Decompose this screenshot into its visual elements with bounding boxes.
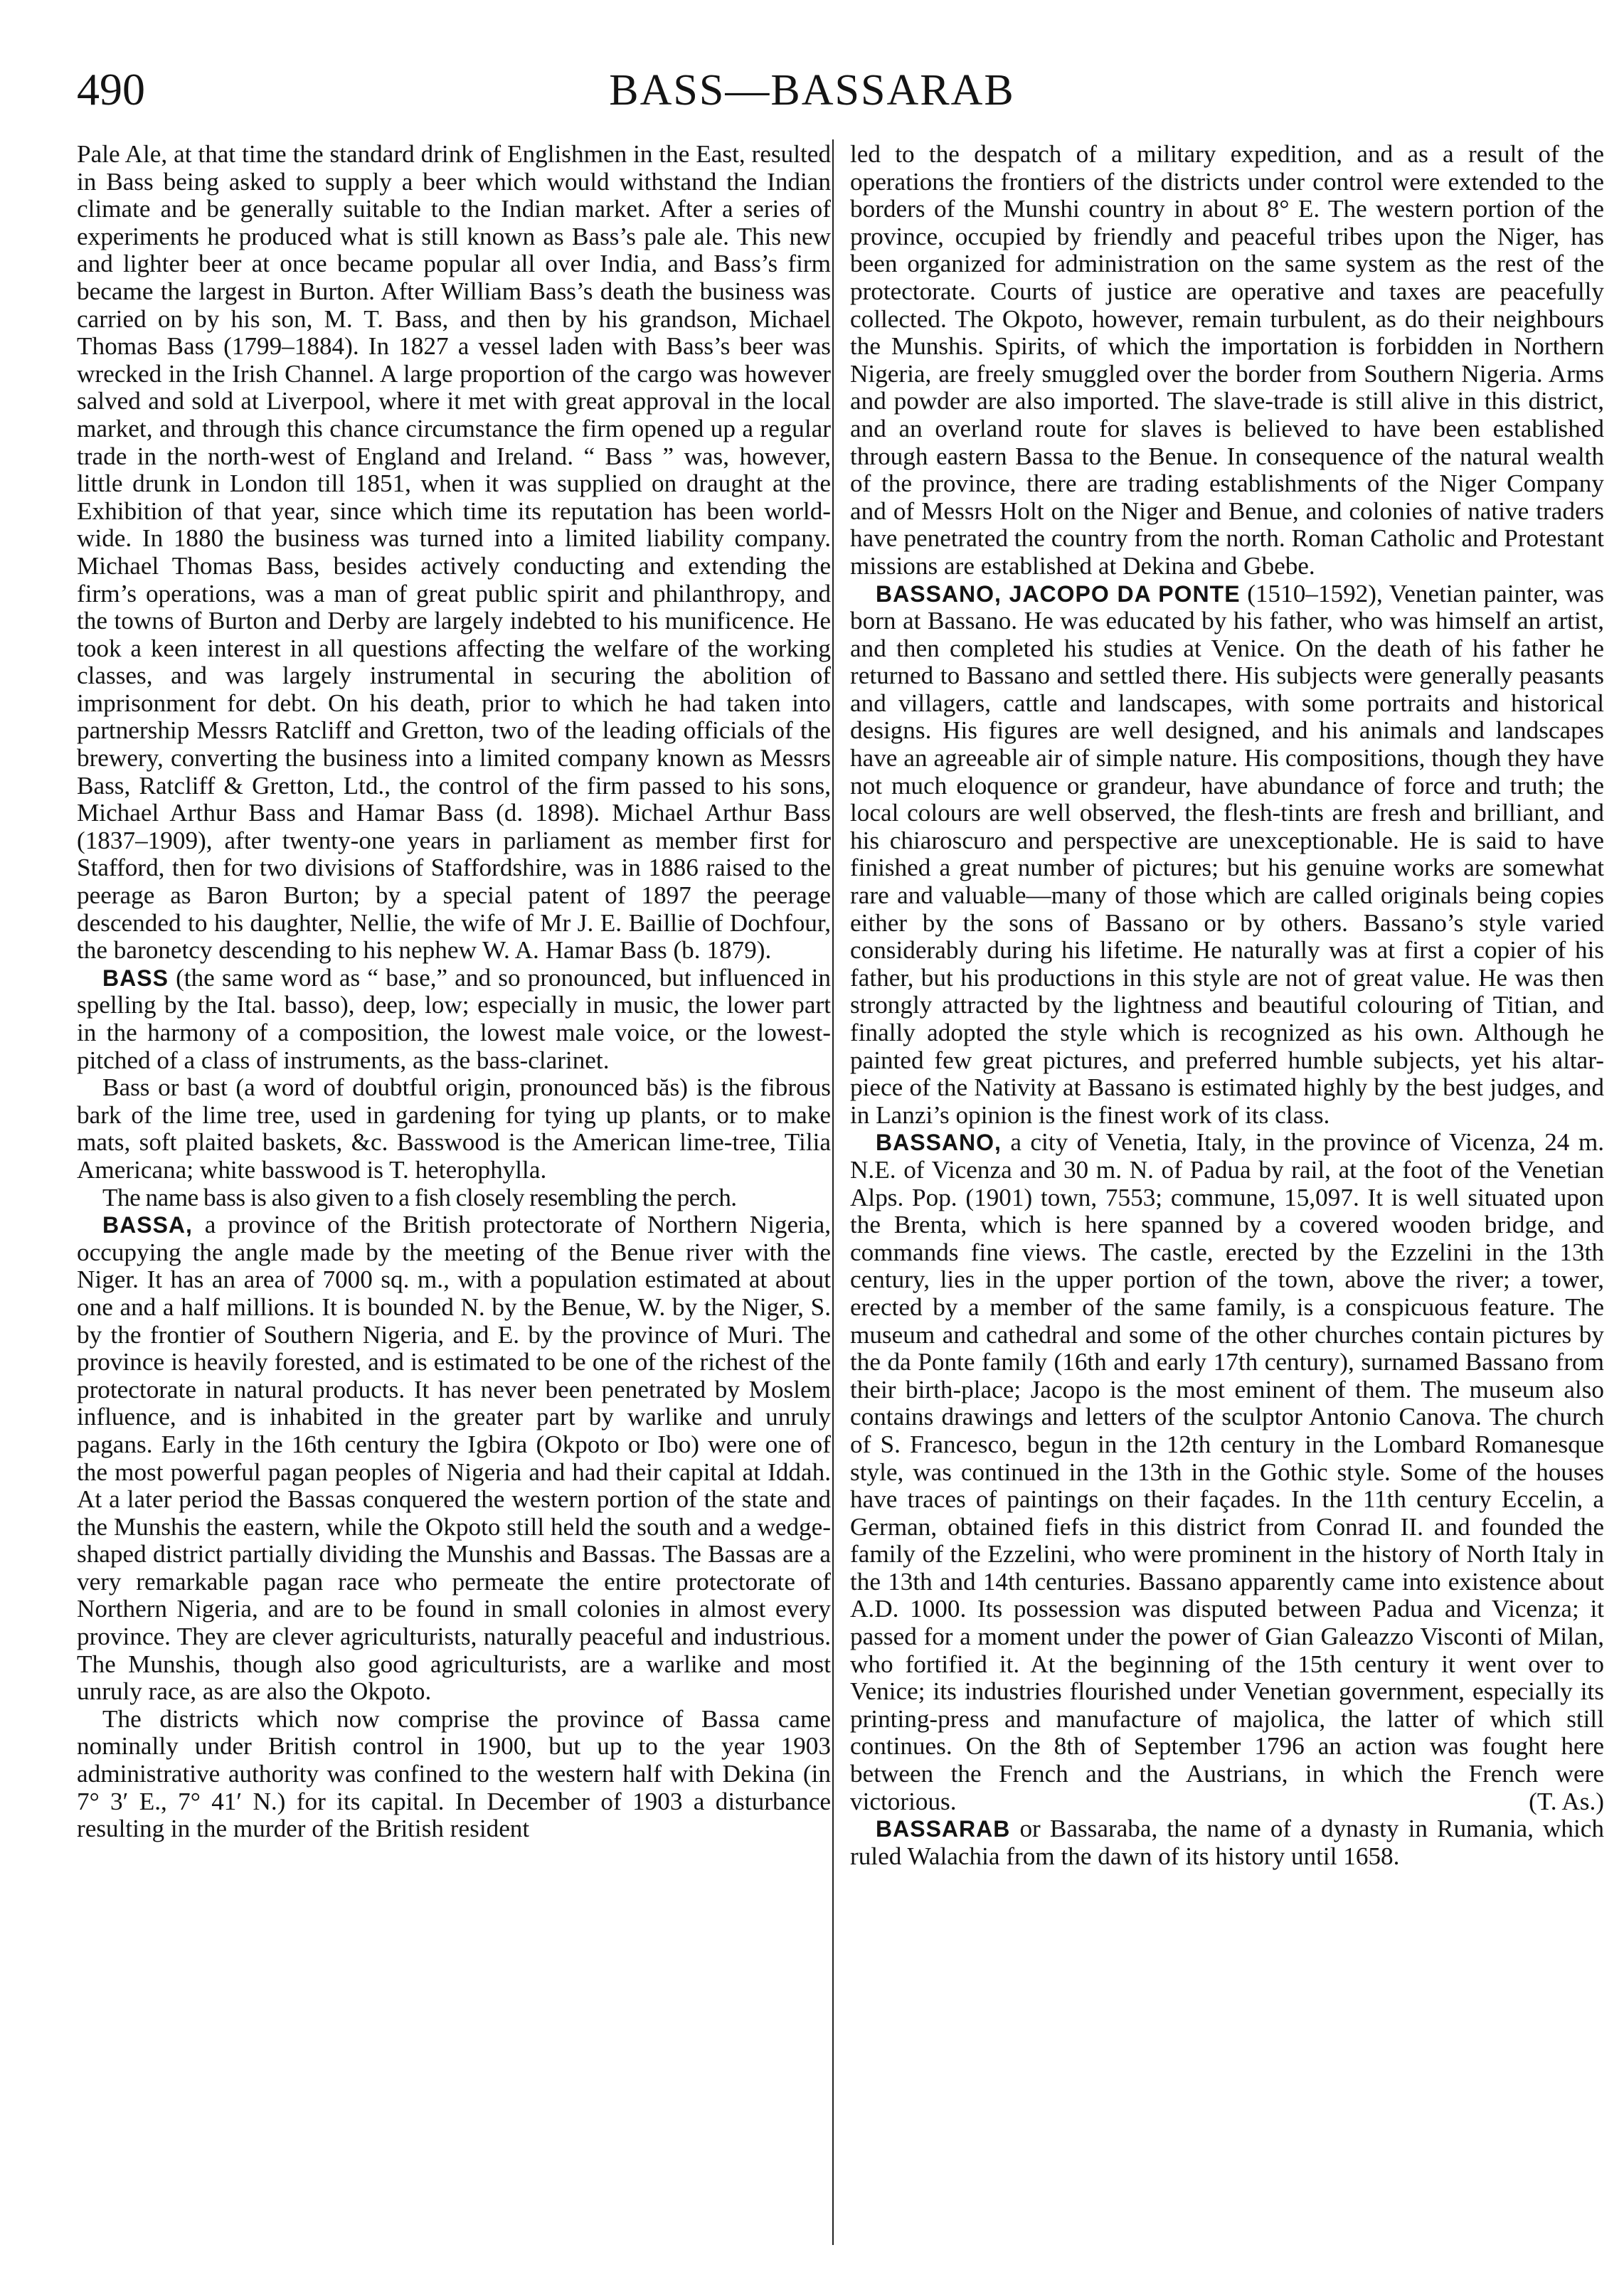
bassa-entry-text: a province of the British protectorate of Northern Nigeria, occupying the angle made by the meeting of the Benue river with the Niger. It has an area of 7000 sq. m., with a population estimated at about one and a half millions. It is bounded N. by the Benue, W. by the Niger, S. by the frontier of Southern Nigeria, and E. by the province of Muri. The province is heavily forested, and is estimated to be one of the richest of the protectorate in natural products. It has never been penetrated by Moslem influence, and is inhabited in the greater part by warlike and unruly pagans. Early in the 16th century the Igbira (Okpoto or Ibo) were one of the most powerful pagan peoples of Nigeria and had their capital at Iddah. At a later period the Bassas conquered the western portion of the state and the Munshis the eastern, while the Okpoto still held the south and a wedge-shaped district partially dividing the Munshis and Bassas. The Bassas are a very remarkable pagan race who permeate the entire protectorate of Northern Nigeria, and are to be found in small colonies in almost every province. They are clever agriculturists, naturally peaceful and industrious. The Munshis, though also good agriculturists, are a warlike and most unruly race, as are also the Okpoto. bbox=[77, 1211, 831, 1706]
author-signature: (T. As.) bbox=[1529, 1787, 1604, 1815]
page-number: 490 bbox=[77, 64, 145, 115]
bassano-jacopo-text: (1510–1592), Venetian painter, was born at Bassano. He was educated by his father, who was himself an artist, and then completed his studies at Venice. On the death of his father he returned to Bassano and settled there. His subjects were generally peasants and villagers, cattle and landscapes, with some portraits and historical designs. His figures are well designed, and his animals and landscapes have an agreeable air of simple nature. His compositions, though they have not much eloquence or grandeur, have abundance of force and truth; the local colours are well observed, the flesh-tints are fresh and brilliant, and his chiaroscuro and perspective are unexceptionable. He is said to have finished a great number of pictures; but his genuine works are somewhat rare and valuable—many of those which are called originals being copies either by the sons of Bassano or by others. Bassano’s style varied considerably during his lifetime. He naturally was at first a copier of his father, but his productions in this style are not of great value. He was then strongly attracted by the lightness and beautiful colouring of Titian, and finally adopted the style which is recognized as his own. Although he painted few great pictures, and preferred humble subjects, yet his altar-piece of the Nativity at Bassano is estimated highly by the best judges, and in Lanzi’s opinion is the finest work of its class. bbox=[850, 579, 1604, 1129]
bassano-jacopo-headword: BASSANO, JACOPO DA PONTE bbox=[876, 580, 1241, 607]
bass-entry bbox=[77, 965, 831, 1074]
bassano-city-text: a city of Venetia, Italy, in the province of Vicenza, 24 m. N.E. of Vicenza and 30 m. N. of Padua by rail, at the foot of the Venetian Alps. Pop. (1901) town, 7553; commune, 15,097. It is well situated upon the Brenta, which is here spanned by a covered wooden bridge, and commands fine views. The castle, erected by the Ezzelini in the 13th century, lies in the upper portion of the town, above the river; a tower, erected by a member of the same family, is a conspicuous feature. The museum and cathedral and some of the other churches contain pictures by the da Ponte family (16th and early 17th century), surnamed Bassano from their birth-place; Jacopo is the most eminent of them. The museum also contains drawings and letters of the sculptor Antonio Canova. The church of S. Francesco, begun in the 12th century in the Lombard Romanesque style, was continued in the 13th in the Gothic style. Some of the houses have traces of paintings on their façades. In the 11th century Eccelin, a German, obtained fiefs in this district from Conrad II. and founded the family of the Ezzelini, who were prominent in the history of North Italy in the 13th and 14th centuries. Bassano apparently came into existence about A.D. 1000. Its possession was disputed between Padua and Vicenza; it passed for a moment under the power of Gian Galeazzo Visconti of Milan, who fortified it. At the beginning of the 15th century it went over to Venice; its industries flourished under Venetian government, especially its printing-press and manufacture of majolica, the latter of which still continues. On the 8th of September 1796 an action was fought here between the French and the Austrians, in which the French were victorious. bbox=[850, 1128, 1604, 1815]
bassarab-headword: BASSARAB bbox=[876, 1816, 1011, 1842]
bass-headword: BASS bbox=[102, 965, 169, 991]
pale-ale-paragraph: Pale Ale, at that time the standard drink of Englishmen in the East, resulted in Bass being asked to supply a beer which would withstand the Indian climate and be generally suitable to the Indian market. After a series of experiments he produced what is still known as Bass’s pale ale. This new and lighter beer at once became popular all over India, and Bass’s firm became the largest in Burton. After William Bass’s death the business was carried on by his son, M. T. Bass, and then by his grandson, Michael Thomas Bass (1799–1884). In 1827 a vessel laden with Bass’s beer was wrecked in the Irish Channel. A large proportion of the cargo was however salved and sold at Liverpool, where it met with great approval in the local market, and through this chance circumstance the firm opened up a regular trade in the north-west of England and Ireland. “ Bass ” was, however, little drunk in London till 1851, when it was supplied on draught at the Exhibition of that year, since which time its reputation has been world-wide. In 1880 the business was turned into a limited liability company. Michael Thomas Bass, besides actively conducting and extending the firm’s operations, was a man of great public spirit and philanthropy, and the towns of Burton and Derby are largely indebted to his munificence. He took a keen interest in all questions affecting the welfare of the working classes, and was largely instrumental in securing the abolition of imprisonment for debt. On his death, prior to which he had taken into partnership Messrs Ratcliff and Gretton, two of the leading officials of the brewery, converting the business into a limited company known as Messrs Bass, Ratcliff & Gretton, Ltd., the control of the firm passed to his sons, Michael Arthur Bass and Hamar Bass (d. 1898). Michael Arthur Bass (1837–1909), after twenty-one years in parliament as member first for Stafford, then for two divisions of Staffordshire, was in 1886 raised to the peerage as Baron Burton; by a special patent of 1897 the peerage descended to his daughter, Nellie, the wife of Mr J. E. Baillie of Dochfour, the baronetcy descending to his nephew W. A. Hamar Bass (b. 1879). bbox=[77, 140, 831, 965]
running-title: BASS—BASSARAB bbox=[609, 66, 1015, 115]
districts-paragraph: The districts which now comprise the province of Bassa came nominally under British control in 1900, but up to the year 1903 administrative authority was confined to the western half with Dekina (in 7° 3′ E., 7° 41′ N.) for its capital. In December of 1903 a disturbance resulting in the murder of the British resident bbox=[77, 1704, 831, 1843]
right-column bbox=[850, 141, 1604, 1870]
bast-paragraph: Bass or bast (a word of doubtful origin, pronounced băs) is the fibrous bark of the lime tree, used in gardening for tying up plants, or to make mats, soft plaited baskets, &c. Basswood is the American lime-tree, Tilia Americana; white basswood is T. heterophylla. bbox=[77, 1073, 831, 1184]
fish-paragraph: The name bass is also given to a fish closely resembling the perch. bbox=[102, 1183, 737, 1211]
bassano-city-headword: BASSANO, bbox=[876, 1130, 1002, 1156]
bassano-jacopo-entry bbox=[850, 580, 1604, 1130]
bass-entry-text: (the same word as “ base,” and so pronounced, but influenced in spelling by the Ital. basso), deep, low; especially in music, the lower part in the harmony of a composition, the lowest male voice, or the lowest-pitched of a class of instruments, as the bass-clarinet. bbox=[77, 963, 831, 1074]
bassa-entry bbox=[77, 1211, 831, 1706]
bassano-city-entry bbox=[850, 1129, 1604, 1815]
bassa-continuation: led to the despatch of a military expedition, and as a result of the operations the frontiers of the districts under control were extended to the borders of the Munshi country in about 8° E. The western portion of the province, occupied by friendly and peaceful tribes upon the Niger, has been organized for administration on the same system as the rest of the protectorate. Courts of justice are operative and taxes are peacefully collected. The Okpoto, however, remain turbulent, as do their neighbours the Munshis. Spirits, of which the importation is forbidden in Northern Nigeria, are freely smuggled over the border from Southern Nigeria. Arms and powder are also imported. The slave-trade is still alive in this district, and an overland route for slaves is believed to have been established through eastern Bassa to the Benue. In consequence of the natural wealth of the province, there are trading establishments of the Niger Company and of Messrs Holt on the Niger and Benue, and colonies of native traders have penetrated the country from the north. Roman Catholic and Protestant missions are established at Dekina and Gbebe. bbox=[850, 140, 1604, 580]
column-divider bbox=[832, 139, 834, 2245]
bassa-headword: BASSA, bbox=[102, 1212, 193, 1238]
left-column bbox=[77, 141, 831, 1843]
bassarab-entry bbox=[850, 1815, 1604, 1870]
bassarab-text: or Bassaraba, the name of a dynasty in Rumania, which ruled Walachia from the dawn of its history until 1658. bbox=[850, 1815, 1604, 1870]
